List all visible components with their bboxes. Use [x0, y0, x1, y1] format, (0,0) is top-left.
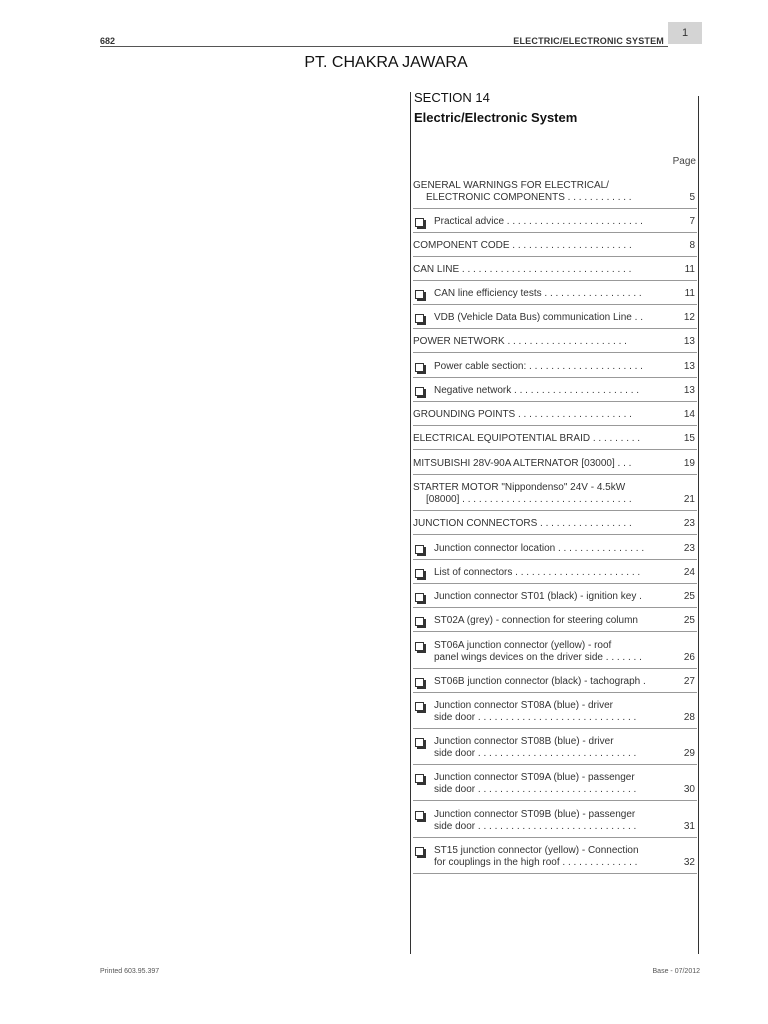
- toc-entry-page: 26: [683, 652, 695, 663]
- toc-entry-title: [434, 615, 660, 627]
- toc-entry: [413, 409, 697, 421]
- toc-entry-rule: [413, 425, 697, 426]
- toc-entry-rule: [413, 534, 697, 535]
- toc-entry-title: [434, 772, 660, 796]
- checkbox-bullet-icon: [415, 569, 424, 578]
- checkbox-bullet-icon: [415, 314, 424, 323]
- toc-entry: [413, 772, 697, 796]
- toc-entry-line: ELECTRONIC COMPONENTS . . . . . . . . . . . .: [426, 192, 632, 203]
- toc-entry-page: 13: [683, 336, 695, 347]
- toc-entry-rule: [413, 401, 697, 402]
- toc-entry-line: side door . . . . . . . . . . . . . . . . . . . . . . . . . . . . .: [434, 784, 637, 795]
- toc-entry-page: 25: [683, 591, 695, 602]
- toc-entry-rule: [413, 208, 697, 209]
- toc-entry-page: 11: [684, 264, 695, 275]
- toc-entry-title: [434, 361, 660, 373]
- toc-entry-page: 21: [683, 494, 695, 505]
- toc-entry: [413, 736, 697, 760]
- toc-entry-page: 7: [689, 216, 695, 227]
- toc-entry-line: Junction connector ST01 (black) - ignition key .: [434, 591, 642, 602]
- checkbox-bullet-icon: [415, 678, 424, 687]
- toc-entry-rule: [413, 559, 697, 560]
- toc-entry-page: 25: [683, 615, 695, 626]
- toc-entry-line: List of connectors . . . . . . . . . . . . . . . . . . . . . . .: [434, 567, 641, 578]
- toc-entry-line: GROUNDING POINTS . . . . . . . . . . . . . . . . . . . . .: [413, 409, 632, 420]
- toc-entry: [413, 336, 697, 348]
- toc-entry: [413, 361, 697, 373]
- toc-entry-rule: [413, 256, 697, 257]
- toc-entry-title: [413, 336, 659, 348]
- toc-entry-rule: [413, 764, 697, 765]
- toc-entry-title: [434, 543, 660, 555]
- toc-entry-line: POWER NETWORK . . . . . . . . . . . . . . . . . . . . . .: [413, 336, 627, 347]
- toc-entry-line: CAN LINE . . . . . . . . . . . . . . . . . . . . . . . . . . . . . . .: [413, 264, 632, 275]
- toc-entry: [413, 433, 697, 445]
- toc-entry-line: ST06B junction connector (black) - tachograph .: [434, 676, 646, 687]
- toc-entry-page: 32: [683, 857, 695, 868]
- toc-entry-line: for couplings in the high roof . . . . . . . . . . . . . .: [434, 857, 638, 868]
- toc-entry: [413, 591, 697, 603]
- toc-entry-page: 13: [683, 385, 695, 396]
- toc-entry-rule: [413, 449, 697, 450]
- toc-entry-line: ST02A (grey) - connection for steering column: [434, 615, 638, 626]
- toc-entry: [413, 518, 697, 530]
- toc-entry-title: [434, 216, 660, 228]
- toc-entry-page: 8: [689, 240, 695, 251]
- toc-entry: [413, 567, 697, 579]
- toc-entry-rule: [413, 352, 697, 353]
- toc-entry: [413, 288, 697, 300]
- toc-entry: [413, 676, 697, 688]
- toc-entry-title: [413, 240, 659, 252]
- toc-entry-rule: [413, 837, 697, 838]
- toc-entry-title: [413, 264, 659, 276]
- checkbox-bullet-icon: [415, 702, 424, 711]
- toc-entry: [413, 312, 697, 324]
- checkbox-bullet-icon: [415, 774, 424, 783]
- toc-entry-page: 13: [683, 361, 695, 372]
- toc-entry-line: ST06A junction connector (yellow) - roof: [434, 640, 612, 651]
- checkbox-bullet-icon: [415, 617, 424, 626]
- toc-entry-line: GENERAL WARNINGS FOR ELECTRICAL/: [413, 180, 609, 191]
- checkbox-bullet-icon: [415, 218, 424, 227]
- toc-entry-title: [413, 458, 659, 470]
- toc-entry: [413, 385, 697, 397]
- toc-entry-rule: [413, 607, 697, 608]
- toc-entry-line: Junction connector ST08B (blue) - driver: [434, 736, 614, 747]
- toc-entry-title: [434, 676, 660, 688]
- toc-entry: [413, 240, 697, 252]
- toc-entry-title: [413, 482, 659, 506]
- toc-entry-line: Junction connector ST08A (blue) - driver: [434, 700, 613, 711]
- footer-print-code: Printed 603.95.397: [100, 968, 160, 975]
- toc-entry: [413, 700, 697, 724]
- toc-entry: [413, 845, 697, 869]
- toc-entry-page: 15: [683, 433, 695, 444]
- toc-entry-line: Junction connector location . . . . . . . . . . . . . . . .: [434, 543, 645, 554]
- toc-entry: [413, 543, 697, 555]
- toc-entry-page: 11: [684, 288, 695, 299]
- toc-entry-page: 12: [683, 312, 695, 323]
- toc-entry-title: [434, 312, 660, 324]
- company-name: PT. CHAKRA JAWARA: [304, 54, 468, 71]
- toc-entry-page: 27: [683, 676, 695, 687]
- toc-entry-line: Junction connector ST09A (blue) - passenger: [434, 772, 635, 783]
- toc-entry-line: COMPONENT CODE . . . . . . . . . . . . . . . . . . . . . .: [413, 240, 632, 251]
- toc-entry-rule: [413, 232, 697, 233]
- toc-entry: [413, 482, 697, 506]
- toc-entry-line: Negative network . . . . . . . . . . . . . . . . . . . . . . .: [434, 385, 640, 396]
- checkbox-bullet-icon: [415, 738, 424, 747]
- column-right-border: [698, 96, 699, 954]
- toc-entry-line: [08000] . . . . . . . . . . . . . . . . . . . . . . . . . . . . . . .: [426, 494, 632, 505]
- section-number: SECTION 14: [414, 90, 490, 105]
- footer-base-date: Base - 07/2012: [652, 968, 700, 975]
- header-title: ELECTRIC/ELECTRONIC SYSTEM: [513, 36, 664, 46]
- checkbox-bullet-icon: [415, 642, 424, 651]
- toc-entry: [413, 615, 697, 627]
- toc-entry-rule: [413, 692, 697, 693]
- section-title: Electric/Electronic System: [414, 110, 578, 125]
- toc-entry: [413, 264, 697, 276]
- checkbox-bullet-icon: [415, 387, 424, 396]
- checkbox-bullet-icon: [415, 290, 424, 299]
- section-tab: 1: [668, 22, 702, 44]
- toc-entry-page: 28: [683, 712, 695, 723]
- toc-entry-page: 23: [683, 543, 695, 554]
- checkbox-bullet-icon: [415, 847, 424, 856]
- toc-entry-title: [413, 433, 659, 445]
- toc-entry-rule: [413, 800, 697, 801]
- toc-entry-line: side door . . . . . . . . . . . . . . . . . . . . . . . . . . . . .: [434, 821, 637, 832]
- toc-entry-title: [434, 736, 660, 760]
- toc-entry-line: side door . . . . . . . . . . . . . . . . . . . . . . . . . . . . .: [434, 712, 637, 723]
- page-column-label: Page: [672, 156, 696, 167]
- toc-entry-title: [434, 567, 660, 579]
- toc-entry-title: [434, 700, 660, 724]
- toc-entry-title: [434, 845, 660, 869]
- toc-entry-page: 30: [683, 784, 695, 795]
- header-rule: [100, 46, 668, 47]
- toc-entry: [413, 809, 697, 833]
- toc-entry-line: Power cable section: . . . . . . . . . . . . . . . . . . . . .: [434, 361, 643, 372]
- toc-entry-title: [413, 518, 659, 530]
- toc-entry-page: 19: [683, 458, 695, 469]
- toc-entry-title: [434, 385, 660, 397]
- toc-entry-page: 29: [683, 748, 695, 759]
- toc-entry-rule: [413, 631, 697, 632]
- toc-entry: [413, 640, 697, 664]
- toc-entry-title: [413, 409, 659, 421]
- page-number: 682: [100, 36, 116, 46]
- toc-entry-page: 31: [683, 821, 695, 832]
- toc-entry-line: JUNCTION CONNECTORS . . . . . . . . . . . . . . . . .: [413, 518, 632, 529]
- toc-entry-line: Junction connector ST09B (blue) - passenger: [434, 809, 636, 820]
- toc-entry-page: 5: [689, 192, 695, 203]
- toc-entry-title: [434, 288, 660, 300]
- toc-entry-line: STARTER MOTOR "Nippondenso" 24V - 4.5kW: [413, 482, 626, 493]
- toc-entry: [413, 180, 697, 204]
- toc-entry-line: Practical advice . . . . . . . . . . . . . . . . . . . . . . . . .: [434, 216, 643, 227]
- checkbox-bullet-icon: [415, 811, 424, 820]
- toc-entry: [413, 216, 697, 228]
- toc-entry-rule: [413, 583, 697, 584]
- checkbox-bullet-icon: [415, 593, 424, 602]
- toc-entry-page: 24: [683, 567, 695, 578]
- toc-entry-line: MITSUBISHI 28V-90A ALTERNATOR [03000] . . .: [413, 458, 632, 469]
- toc-entry-line: panel wings devices on the driver side . . . . . . .: [434, 652, 642, 663]
- toc-entry-line: ELECTRICAL EQUIPOTENTIAL BRAID . . . . . . . . .: [413, 433, 641, 444]
- toc-entry-rule: [413, 728, 697, 729]
- toc-entry-rule: [413, 377, 697, 378]
- toc-entry-line: ST15 junction connector (yellow) - Connection: [434, 845, 639, 856]
- checkbox-bullet-icon: [415, 363, 424, 372]
- checkbox-bullet-icon: [415, 545, 424, 554]
- toc-entry-line: VDB (Vehicle Data Bus) communication Line . .: [434, 312, 643, 323]
- toc-entry-rule: [413, 304, 697, 305]
- toc-entry-title: [434, 809, 660, 833]
- toc-entry-rule: [413, 873, 697, 874]
- toc-entry-rule: [413, 510, 697, 511]
- toc-entry-title: [434, 591, 660, 603]
- toc-entry-line: side door . . . . . . . . . . . . . . . . . . . . . . . . . . . . .: [434, 748, 637, 759]
- toc-entry-rule: [413, 328, 697, 329]
- toc-entry: [413, 458, 697, 470]
- toc-entry-rule: [413, 474, 697, 475]
- toc-entry-rule: [413, 280, 697, 281]
- toc-entry-rule: [413, 668, 697, 669]
- toc-entry-title: [434, 640, 660, 664]
- toc-entry-line: CAN line efficiency tests . . . . . . . . . . . . . . . . . .: [434, 288, 642, 299]
- toc-entry-page: 14: [683, 409, 695, 420]
- toc-entry-title: [413, 180, 659, 204]
- toc-entry-page: 23: [683, 518, 695, 529]
- column-left-border: [410, 92, 411, 954]
